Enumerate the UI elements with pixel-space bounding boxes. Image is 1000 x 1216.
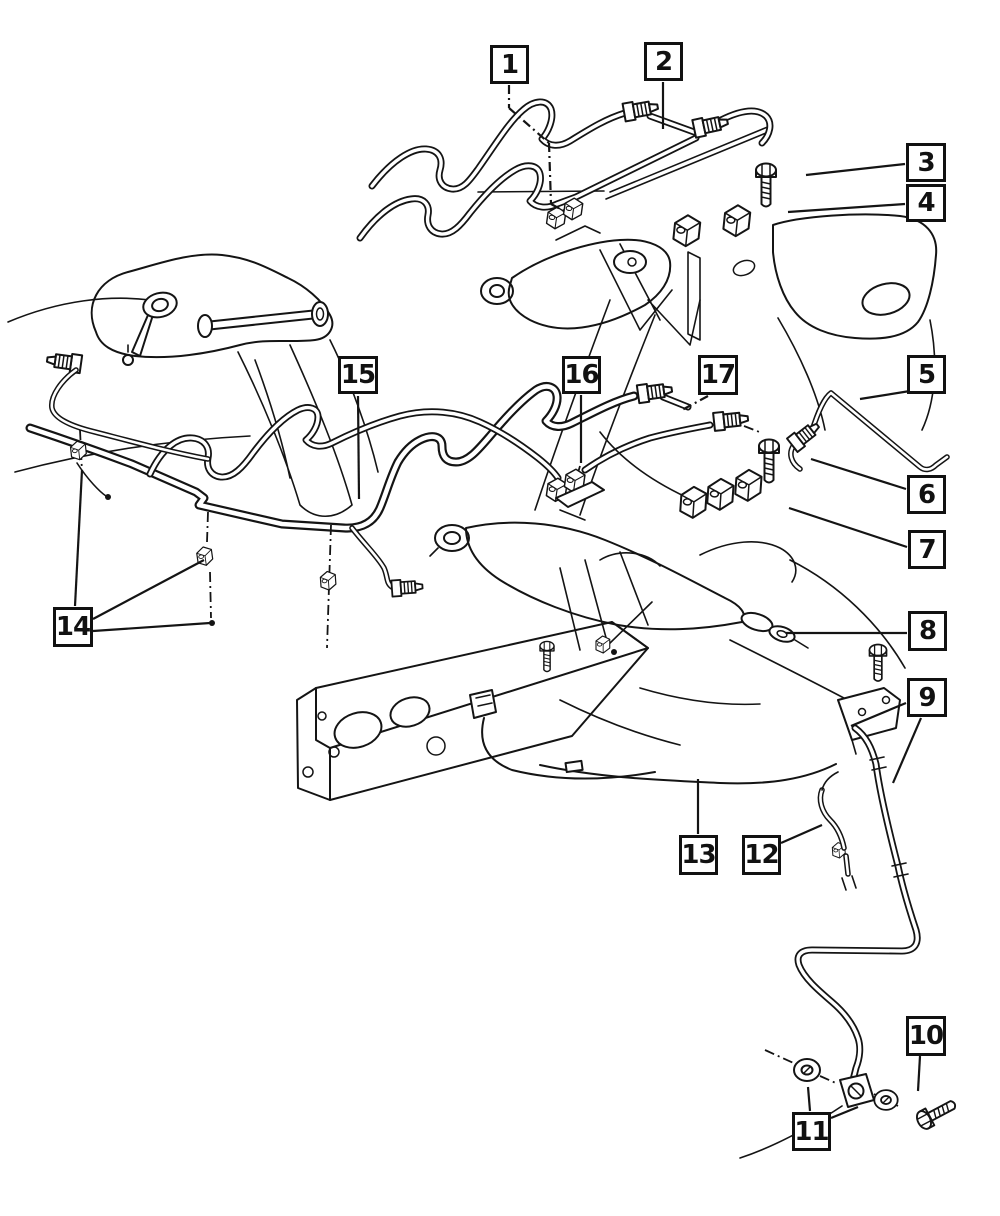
tube-fitting-icon [391, 578, 423, 596]
callout-box-15: 15 [338, 356, 378, 394]
callout-box-13: 13 [679, 835, 718, 875]
line-clip-icon [735, 469, 762, 502]
callout-box-8: 8 [908, 611, 947, 651]
callout-box-14: 14 [53, 607, 93, 647]
bolt-icon [756, 164, 776, 207]
bolt-icon [914, 1095, 959, 1131]
callout-box-6: 6 [907, 475, 946, 514]
washer-icon [794, 1059, 820, 1081]
line-clip-icon [196, 546, 213, 567]
callout-box-1: 1 [490, 45, 529, 84]
washer-icon [874, 1090, 897, 1110]
line-clip-icon [673, 214, 701, 247]
tube-fitting-icon [713, 409, 749, 430]
line-clip-icon [680, 486, 707, 519]
callout-box-7: 7 [908, 530, 946, 569]
callout-box-16: 16 [562, 356, 601, 394]
callout-box-2: 2 [644, 42, 683, 81]
callout-box-12: 12 [742, 835, 781, 875]
rear-hose-art [740, 728, 959, 1158]
callout-box-17: 17 [698, 355, 738, 395]
callout-box-9: 9 [907, 678, 947, 717]
callout-box-10: 10 [906, 1016, 946, 1056]
line-clip-icon [707, 478, 734, 511]
lower-control-arm-art [430, 523, 905, 712]
callout-box-4: 4 [906, 184, 946, 222]
mid-brake-pipes-art [30, 300, 947, 648]
bolt-icon [870, 644, 887, 681]
callout-box-11: 11 [792, 1112, 831, 1151]
callout-box-5: 5 [907, 355, 946, 394]
line-clip-icon [320, 571, 336, 591]
line-clip-icon [723, 204, 751, 237]
bolt-icon [540, 641, 554, 671]
line-clip-icon [596, 636, 610, 653]
callout-box-3: 3 [906, 143, 946, 182]
